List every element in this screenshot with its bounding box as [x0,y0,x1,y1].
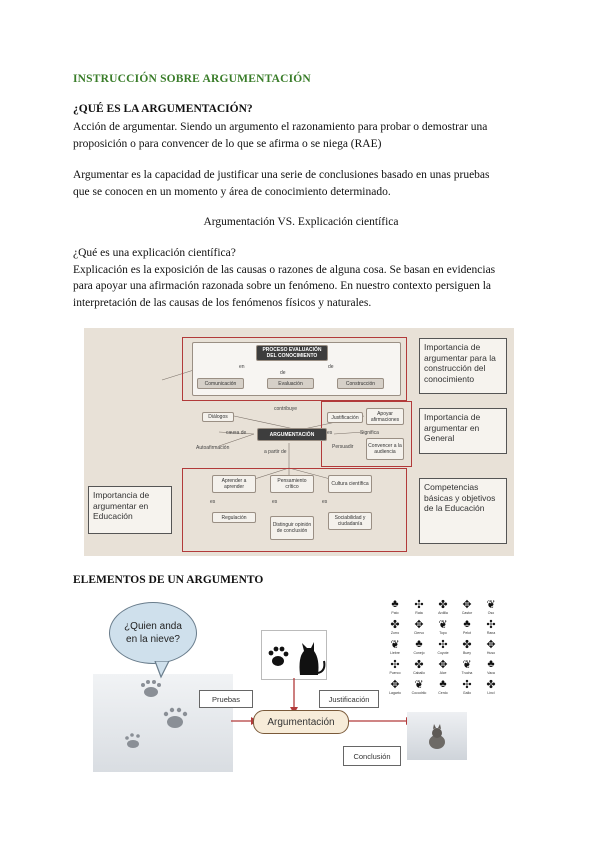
right-item-box: Justificación [327,412,363,423]
capacity-paragraph [73,167,543,200]
cat-icon [407,712,467,760]
link-label: de [328,364,334,370]
track-glyph-icon: ♣ [415,638,423,650]
track-name-label: Zorro [390,631,400,635]
track-name-label: Ardilla [438,611,448,615]
text-line: Explicación es la exposición de las causas o razones de alguna cosa. Se basan en evidencias [73,263,496,276]
track-name-label: Conejo [413,651,425,655]
section-heading-elementos: ELEMENTOS DE UN ARGUMENTO [73,574,264,586]
left-item-box: Diálogos [202,412,234,422]
right-item-box: Apoyar afirmaciones [366,408,404,425]
track-name-label: Lincl [487,691,495,695]
child-box: Evaluación [267,378,314,389]
track-name-label: Rana [486,631,496,635]
text-line: que se conocen en un momento y área de conocimiento determinado. [73,185,391,198]
track-glyph-icon: ✤ [390,619,400,631]
track-name-label: Puerco [389,671,401,675]
link-label: es [210,499,216,505]
child-box: Comunicación [197,378,244,389]
link-label: causa de [226,430,247,436]
link-label: es [327,430,333,436]
concept-map-figure [84,328,514,556]
link-label: es [322,499,328,505]
track-glyph-icon: ♣ [439,678,447,690]
track-name-label: Gallo [462,691,472,695]
track-glyph-icon: ❦ [438,619,448,631]
conclusion-label: Conclusión [343,746,401,766]
track-name-label: Lagarto [389,691,401,695]
callout-knowledge: Importancia de argumentar para la construcción del conocimiento [419,338,507,394]
track-glyph-icon: ❦ [486,599,496,611]
track-glyph-icon: ♣ [487,658,495,670]
track-name-label: Ciervo [413,631,425,635]
track-glyph-icon: ✥ [414,619,424,631]
animal-tracks-chart [383,596,507,700]
track-name-label: Pelot [463,631,471,635]
section-heading-argumentacion: ¿QUÉ ES LA ARGUMENTACIÓN? [73,103,253,115]
track-glyph-icon: ✤ [486,679,496,691]
track-glyph-icon: ♣ [463,618,471,630]
text-line: Acción de argumentar. Siendo un argumento el razonamiento para probar o demostrar una [73,121,488,133]
callout-education: Importancia de argumentar en Educación [88,486,172,534]
callout-competencias: Competencias básicas y objetivos de la Educación [419,478,507,544]
track-name-label: Topo [439,631,447,635]
track-glyph-icon: ✥ [486,639,496,651]
track-name-label: Oso [487,611,495,615]
bottom-item-box: Distinguir opinión de conclusión [270,516,314,540]
link-label: de [280,370,286,376]
argument-elements-figure [91,594,509,772]
track-glyph-icon: ✣ [462,679,472,691]
subtitle: Argumentación VS. Explicación científica [203,216,399,228]
track-glyph-icon: ✤ [438,599,448,611]
track-name-label: Buey [463,651,471,655]
track-name-label: Castor [461,611,473,615]
left-item-label: Autoafirmación [196,445,230,451]
track-glyph-icon: ✤ [414,659,424,671]
process-box: PROCESO EVALUACIÓN DEL CONOCIMIENTO [256,345,328,361]
track-name-label: Rata [415,611,423,615]
right-item-box: Convencer a la audiencia [366,438,404,460]
text-line: Argumentar es la capacidad de justificar una serie de conclusiones basado en unas pruebas [73,169,490,181]
bottom-item-box: Pensamiento crítico [270,475,314,493]
bottom-item-box: Cultura científica [328,475,372,493]
argumentacion-box: ARGUMENTACIÓN [257,428,327,441]
page-title: INSTRUCCIÓN SOBRE ARGUMENTACIÓN [73,73,311,85]
track-name-label: Huso [486,651,496,655]
explanation-paragraph [73,245,543,311]
text-line: interpretación de las causas de los fenómenos físicos y naturales. [73,296,372,309]
definition-paragraph [73,119,543,152]
track-name-label: Vaca [487,671,495,675]
child-box: Construcción [337,378,384,389]
track-name-label: Coyote [437,651,449,655]
track-name-label: Liebre [390,651,400,655]
bottom-item-box: Regulación [212,512,256,523]
link-label: en [239,364,245,370]
track-glyph-icon: ✥ [462,599,472,611]
speech-bubble: ¿Quien anda en la nieve? [109,602,197,664]
bottom-item-box: Aprender a aprender [212,475,256,493]
track-glyph-icon: ✣ [414,599,424,611]
track-glyph-icon: ✤ [462,639,472,651]
justificacion-label: Justificación [319,690,379,708]
track-glyph-icon: ❦ [462,659,472,671]
track-name-label: Trucha [461,671,473,675]
track-name-label: Cocodrilo [411,691,427,695]
link-label: a partir de [264,449,287,455]
pruebas-label: Pruebas [199,690,253,708]
right-item-label: Significa [360,430,379,436]
bottom-item-box: Sociabilidad y ciudadanía [328,512,372,530]
track-name-label: Alce [439,671,447,675]
argumentacion-pill: Argumentación [253,710,349,734]
right-item-label: Persuadir [332,444,354,450]
track-glyph-icon: ♣ [391,598,399,610]
track-glyph-icon: ✣ [390,659,400,671]
text-line: para apoyar una afirmación razonada sobre un fenómeno. En nuestro contexto persiguen la [73,280,491,292]
track-glyph-icon: ✣ [438,639,448,651]
link-label: contribuye [274,406,298,412]
cat-snow-photo [407,712,467,760]
track-name-label: Cerdo [438,691,448,695]
track-glyph-icon: ✥ [390,679,400,691]
text-line: proposición o para convencer de lo que se afirma o se niega (RAE) [73,137,382,150]
track-name-label: Pato [391,611,399,615]
track-glyph-icon: ❦ [414,679,424,691]
track-glyph-icon: ✣ [486,619,496,631]
text-line: ¿Qué es una explicación científica? [73,247,236,259]
track-glyph-icon: ❦ [390,639,400,651]
track-glyph-icon: ✥ [438,659,448,671]
link-label: es [272,499,278,505]
callout-general: Importancia de argumentar en General [419,408,507,454]
track-name-label: Caballo [413,671,425,675]
